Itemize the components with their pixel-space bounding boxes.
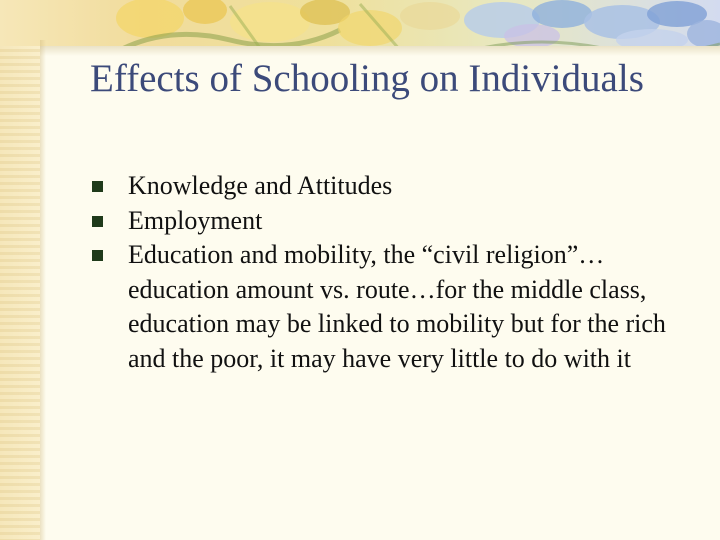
decorative-strip-shadow <box>40 40 46 540</box>
bullet-item <box>92 204 692 239</box>
bullet-item <box>92 169 692 204</box>
bullet-text: Knowledge and Attitudes <box>128 171 393 200</box>
square-bullet-icon <box>92 181 103 192</box>
decorative-left-strip <box>0 0 40 540</box>
square-bullet-icon <box>92 216 103 227</box>
bullet-list <box>92 169 692 376</box>
bullet-text: Employment <box>128 205 263 235</box>
square-bullet-icon <box>92 250 103 261</box>
slide-title: Effects of Schooling on Individuals <box>90 57 644 100</box>
bullet-text: Education and mobility, the “civil religion”… education amount vs. route…for the middle class, education may be linked to mobility but for the rich and the poor, it may have very little to do with it <box>128 240 666 373</box>
bullet-item <box>92 238 692 376</box>
